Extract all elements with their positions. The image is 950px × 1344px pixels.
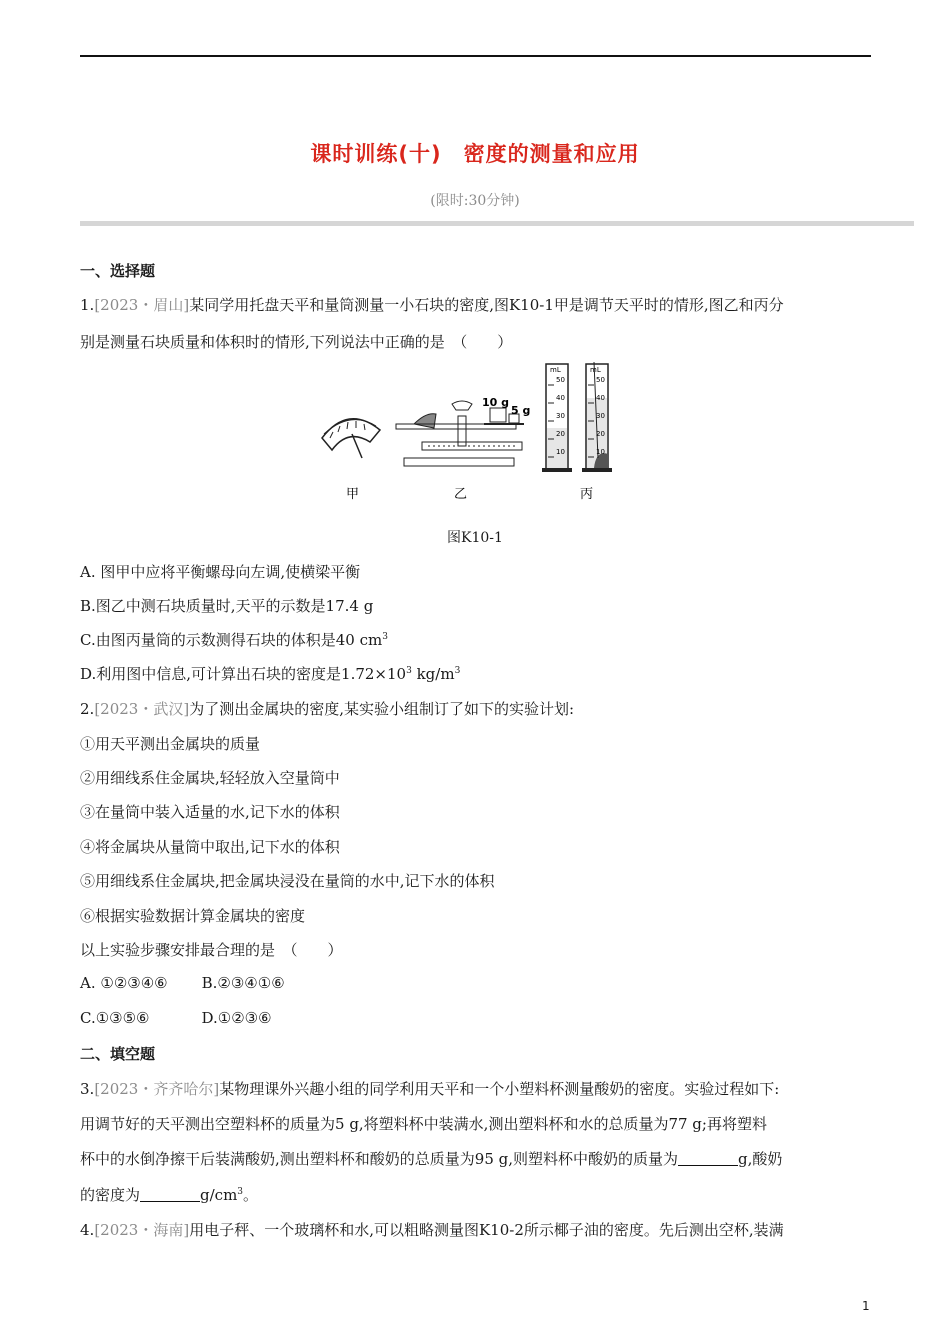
- section-choice-heading: 一、选择题: [80, 262, 156, 280]
- figure-label-yi: 乙: [454, 487, 468, 502]
- q2-step-5: ⑤用细线系住金属块,把金属块浸没在量筒的水中,记下水的体积: [80, 872, 495, 890]
- q3-line3: 杯中的水倒净擦干后装满酸奶,测出塑料杯和酸奶的总质量为95 g,则塑料杯中酸奶的质量为 g,酸奶: [80, 1150, 783, 1168]
- q2-step-2: ②用细线系住金属块,轻轻放入空量筒中: [80, 769, 340, 787]
- cyl-left-tick-10: 10: [556, 448, 565, 456]
- q1-source: [2023・眉山]: [94, 296, 190, 314]
- cyl-right-tick-40: 40: [596, 394, 605, 402]
- q2-step-3: ③在量筒中装入适量的水,记下水的体积: [80, 803, 340, 821]
- header-rule: [80, 55, 871, 57]
- q2-question: 以上实验步骤安排最合理的是 （ ）: [80, 941, 343, 959]
- figure-label-jia: 甲: [346, 487, 360, 502]
- q1-option-a: A. 图甲中应将平衡螺母向左调,使横梁平衡: [80, 563, 361, 581]
- cyl-right-tick-50: 50: [596, 376, 605, 384]
- cyl-left-tick-20: 20: [556, 430, 565, 438]
- q4-source: [2023・海南]: [94, 1221, 190, 1239]
- figure-k10-1: [318, 358, 638, 504]
- cyl-right-tick-30: 30: [596, 412, 605, 420]
- q2-intro: 2.[2023・武汉]为了测出金属块的密度,某实验小组制订了如下的实验计划:: [80, 700, 575, 718]
- page-number: 1: [862, 1299, 870, 1313]
- q4-line1: 4.[2023・海南]用电子秤、一个玻璃杯和水,可以粗略测量图K10-2所示椰子油的密度。先后测出空杯,装满: [80, 1221, 784, 1239]
- q3-blank-density[interactable]: [140, 1187, 200, 1202]
- q3-line4: 的密度为 $g/cm^3$。: [80, 1186, 259, 1204]
- q2-options-cd: C.①③⑤⑥ D.①②③⑥: [80, 1009, 272, 1027]
- page-title: 课时训练(十) 密度的测量和应用: [310, 142, 640, 166]
- q1-option-b: B.图乙中测石块质量时,天平的示数是17.4 g: [80, 597, 374, 615]
- q3-line1: 3.[2023・齐齐哈尔]某物理课外兴趣小组的同学利用天平和一个小塑料杯测量酸奶的密度。实验过程如下:: [80, 1080, 780, 1098]
- cyl-right-tick-10: 10: [596, 448, 605, 456]
- section-fill-heading: 二、填空题: [80, 1045, 156, 1063]
- q1-line2: 别是测量石块质量和体积时的情形,下列说法中正确的是 （ ）: [80, 333, 513, 351]
- figure-caption: 图K10-1: [447, 530, 503, 546]
- q2-options-ab: A. ①②③④⑥ B.②③④①⑥: [80, 974, 285, 992]
- q3-blank-mass[interactable]: [678, 1151, 738, 1166]
- weight-10g-label: 10 g: [482, 396, 510, 409]
- figure-label-bing: 丙: [580, 487, 594, 502]
- q2-source: [2023・武汉]: [94, 700, 190, 718]
- cyl-left-unit: mL: [550, 366, 561, 374]
- q2-step-6: ⑥根据实验数据计算金属块的密度: [80, 907, 306, 925]
- cyl-right-tick-20: 20: [596, 430, 605, 438]
- q2-step-4: ④将金属块从量筒中取出,记下水的体积: [80, 838, 340, 856]
- header-divider-bar: [80, 221, 914, 226]
- balance-with-weights: [396, 396, 530, 502]
- q2-step-1: ①用天平测出金属块的质量: [80, 735, 261, 753]
- q1-option-d: D.利用图中信息,可计算出石块的密度是$1.72\times 10^3$ $kg/m^3$: [80, 665, 461, 683]
- time-limit: (限时:30分钟): [430, 193, 520, 209]
- q3-source: [2023・齐齐哈尔]: [94, 1080, 220, 1098]
- q3-line2: 用调节好的天平测出空塑料杯的质量为5 g,将塑料杯中装满水,测出塑料杯和水的总质量为77 g;再将塑料: [80, 1115, 767, 1133]
- q1-option-c: C.由图丙量筒的示数测得石块的体积是40 $cm^3$: [80, 631, 388, 649]
- balance-scale-dial: [322, 419, 380, 502]
- cyl-right-unit: mL: [590, 366, 601, 374]
- cyl-left-tick-50: 50: [556, 376, 565, 384]
- graduated-cylinders: [542, 362, 612, 502]
- weight-5g-label: 5 g: [511, 404, 531, 417]
- cyl-left-tick-40: 40: [556, 394, 565, 402]
- cyl-left-tick-30: 30: [556, 412, 565, 420]
- q1-line1: 1.[2023・眉山]某同学用托盘天平和量筒测量一小石块的密度,图K10-1甲是调节天平时的情形,图乙和丙分: [80, 296, 784, 314]
